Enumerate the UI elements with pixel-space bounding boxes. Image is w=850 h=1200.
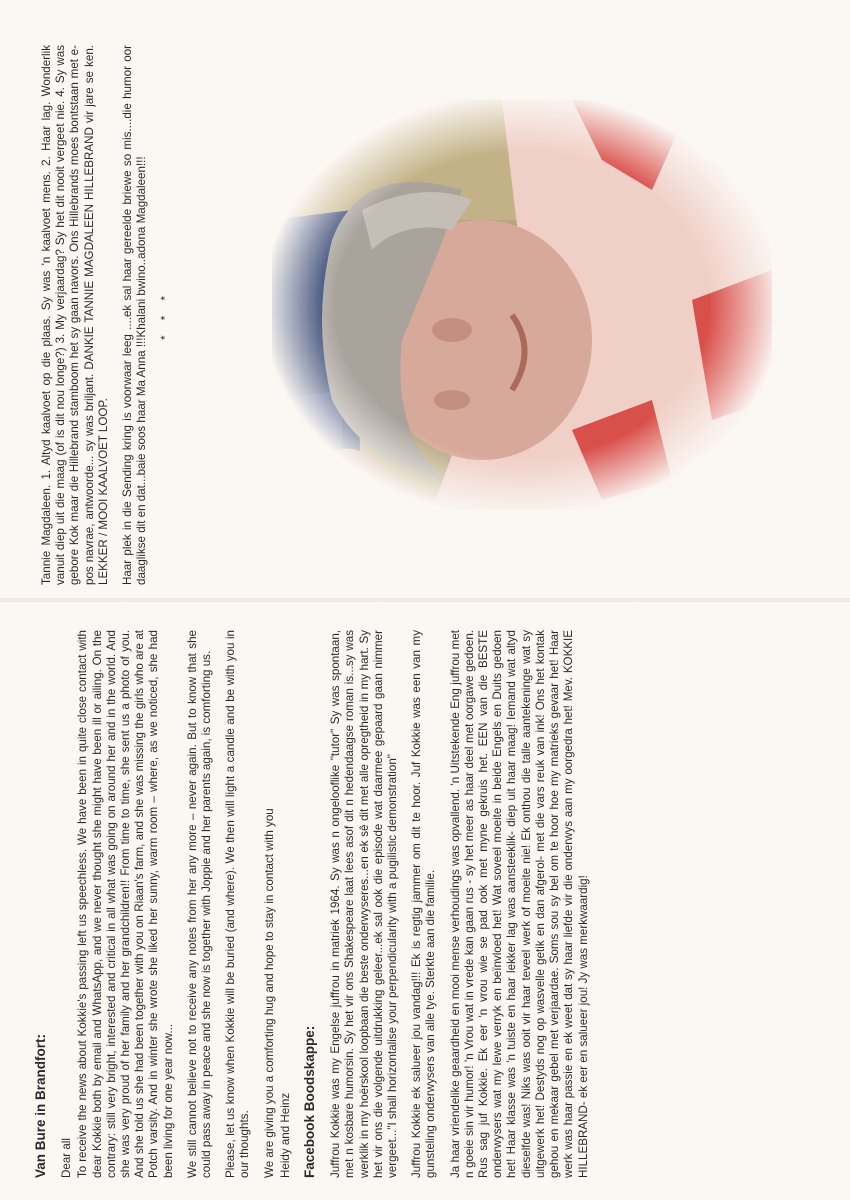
heading-van-bure: Van Bure in Brandfort: bbox=[33, 1033, 48, 1178]
facebook-message-1: Juffrou Kokkie was my Engelse juffrou in matriek 1964. Sy was n ongelooflike "tutor" Sy was spontaan, met n kosbare humorsin. Sy het vir ons Shakespeare laat lees asof dit n hedendaagse roman is...sy was werklik in my hoërskool loopbaan die beste onderwyseres...en ek sê dit met alle opregtheid in my hart. Sy het vir ons die volgende uitdrukking geleer...ek sal ook die episode wat daarmee gepaard gaan nimmer vergeet..."I shall horizontalise your perpendicularity with a pugilistic demonstration" bbox=[329, 630, 400, 1178]
top-text-panel bbox=[40, 45, 270, 585]
portrait-photo-icon bbox=[272, 100, 772, 510]
page-fold bbox=[0, 598, 850, 602]
letter-paragraph-3: Please, let us know when Kokkie will be buried (and where). We then will light a candle and be with you in our thoughts. bbox=[224, 630, 252, 1178]
letter-paragraph-4: We are giving you a comforting hug and hope to stay in contact with you bbox=[262, 808, 276, 1178]
facebook-message-3: Ja haar vriendelike geaardheid en mooi mense verhoudings was opvallend. 'n Uitstekende Eng juffrou met n goeie sin vir humor! 'n Vrou wat in vrede kan gaan rus - sy het meer as haar deel met oorgawe gedoen. Rus sag juf Kokkie. Ek eer 'n vrou wie se pad ook met myne gekruis het. EEN van die BESTE onderwysers wat my lewe verryk en beïnvloed het! Wat soveel moeite in beide Engels en Duits gedoen het! Haar klasse was 'n tuiste en haar lekker lag was aansteeklik- diep uit haar maag! Iemand wat altyd dieselfde was! Niks was ooit vir haar teveel werk of moeite nie! Ek onthou die talle aantekeninge wat sy uitgewerk het! Destyds nog op wasvelle getik en dan afgerol- met die vars reuk van ink! Ons het kontak gehou en mekaar gebel met verjaardae. Soms sou sy bel om te hoor hoe my matrieks gevaar het! Haar werk was haar passie en ek weet dat sy haar liefde vir die onderwys aan my oorgedra het! Mev. KOKKIE HILLEBRAND- ek eer en salueer jou! Jy was merkwaardig! bbox=[448, 630, 590, 1178]
tribute-paragraph-1: Tannie Magdaleen. 1. Altyd kaalvoet op die plaas. Sy was 'n kaalvoet mens. 2. Haar lag. Wonderlik vanuit diep uit die maag (of is dit nou longe?) 3. My verjaardag? Sy het dit nooit vergeet nie. 4. Sy was gebore Kok maar die Hillebrand stamboom het sy gaan navors. Ons Hillebrands moes bontstaan met e-pos navrae, antwoorde... sy was briljant. DANKIE TANNIE MAGDALEEN HILLEBRAND vir jare se ken. LEKKER / MOOI KAALVOET LOOP. bbox=[40, 45, 110, 585]
heading-facebook: Facebook Boodskappe: bbox=[302, 1025, 318, 1178]
section-separator: * * * bbox=[159, 290, 173, 340]
tribute-paragraph-2: Haar plek in die Sending kring is voorwaar leeg ....ek sal haar gereelde briewe so mis....die humor oor daaglikse dit en dat...baie soos haar Ma Anna !!!Khalani bwino..adona Magdaleen!!! bbox=[121, 45, 149, 585]
portrait-photo bbox=[272, 100, 772, 510]
bottom-text-panel bbox=[34, 630, 824, 1178]
letter-paragraph-1: To receive the news about Kokkie's passing left us speechless. We have been in quite close contact with dear Kokkie both by email and WhatsApp, and we never thought she might have been ill or ailing. On the contrary: still very bright, interested and critical in all what was going on around her and in the world. And she was very proud of her family and her grandchildren!! From time to time, she sent us a photo of you. And she told us she had been together with you on Riaan's farm, and she was missing the girls who are at Potch varsity. And in winter she wrote she liked her sunny, warm room – where, as we noticed, she had been living for one year now... bbox=[76, 630, 175, 1178]
greeting: Dear all bbox=[60, 1138, 74, 1178]
facebook-message-2: Juffrou Kokkie ek salueer jou vandag!!! Ek is regtig jammer om dit te hoor. Juf Kokkie was een van my gunsteling onderwysers van alle tye. Sterkte aan die familie. bbox=[410, 630, 438, 1178]
letter-signature: Heidy and Heinz bbox=[278, 1092, 292, 1178]
letter-paragraph-2: We still cannot believe not to receive any notes from her any more – never again. But to know that she could pass away in peace and she now is together with Joppie and her parents again, is comforting us. bbox=[185, 630, 214, 1178]
